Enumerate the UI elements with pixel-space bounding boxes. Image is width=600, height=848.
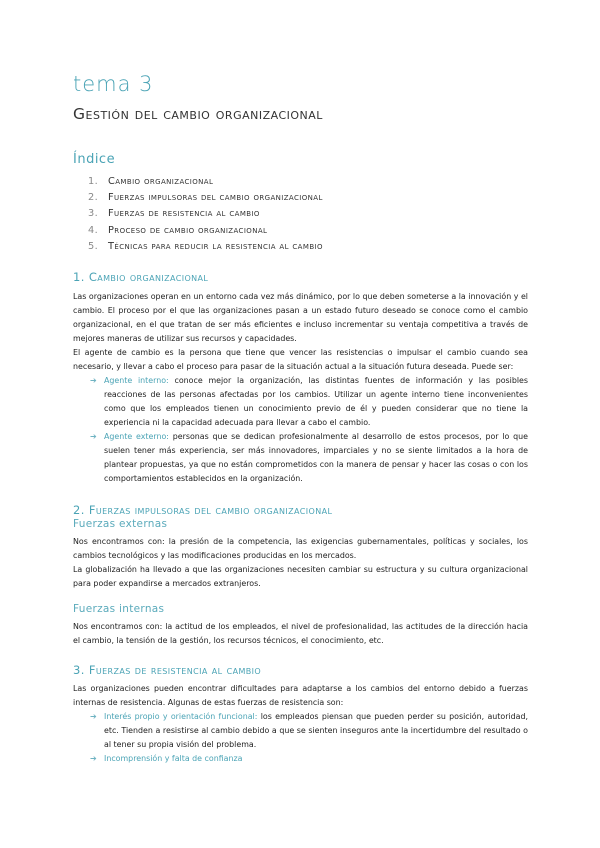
index-heading: Índice: [73, 152, 116, 167]
toc-item: 3. Fuerzas de resistencia al cambio: [88, 208, 260, 220]
arrow-icon: ➔: [90, 712, 97, 721]
list-item: ➔ Agente interno: conoce mejor la organización, las distintas fuentes de información y las posibles reacciones de las personas afectadas por los cambios. Utilizar un agente interno tiene inconvenientes como que los empleados tienen un conocimiento previo de él y pueden considerar que no tiene la experiencia ni la capacidad adecuada para llevar a cabo el cambio.: [90, 374, 528, 430]
toc-item: 2. Fuerzas impulsoras del cambio organizacional: [88, 192, 323, 204]
list-item: ➔ Incomprensión y falta de confianza: [90, 752, 528, 766]
paragraph: Nos encontramos con: la presión de la competencia, las exigencias gubernamentales, políticas y sociales, los cambios tecnológicos y las modificaciones producidas en los mercados.: [73, 537, 528, 560]
page-subtitle: Gestión del cambio organizacional: [73, 105, 323, 123]
arrow-icon: ➔: [90, 376, 97, 385]
section-heading: 2. Fuerzas impulsoras del cambio organizacional: [73, 503, 333, 517]
arrow-icon: ➔: [90, 432, 97, 441]
toc-item: 1. Cambio organizacional: [88, 176, 214, 187]
bullet-list: [90, 374, 528, 486]
toc-item: 5. Técnicas para reducir la resistencia al cambio: [88, 240, 323, 252]
bullet-list: [90, 710, 528, 766]
paragraph: Nos encontramos con: la actitud de los empleados, el nivel de profesionalidad, las actitudes de la dirección hacia el cambio, la tensión de la gestión, los recursos técnicos, el conocimiento, etc.: [73, 622, 528, 645]
subsection-heading: Fuerzas internas: [73, 603, 165, 615]
table-of-contents: [88, 174, 323, 255]
paragraph: La globalización ha llevado a que las organizaciones necesiten cambiar su estructura y su cultura organizacional para poder expandirse a mercados extranjeros.: [73, 565, 528, 588]
toc-item: 4. Proceso de cambio organizacional: [88, 224, 268, 236]
subsection-heading: Fuerzas externas: [73, 518, 168, 530]
paragraph: Las organizaciones pueden encontrar dificultades para adaptarse a los cambios del entorno debido a fuerzas internas de resistencia. Algunas de estas fuerzas de resistencia son:: [73, 684, 528, 707]
section-heading: 1. Cambio organizacional: [73, 270, 209, 284]
paragraph: Las organizaciones operan en un entorno cada vez más dinámico, por lo que deben someterse a la innovación y el cambio. El proceso por el que las organizaciones pasan a un estado futuro deseado se conoce como el cambio organizacional, en el que tratan de ser más eficientes e incluso incrementar su ventaja competitiva a través de mejores maneras de utilizar sus recursos y capacidades.: [73, 292, 528, 343]
page-title: tema 3: [73, 72, 154, 96]
list-item: ➔ Agente externo: personas que se dedican profesionalmente al desarrollo de estos procesos, por lo que suelen tener más experiencia, ser más innovadores, imparciales y no se siente limitados a la hora de plantear propuestas, ya que no están comprometidos con la manera de pensar y hacer las cosas o con los comportamientos establecidos en la organización.: [90, 430, 528, 486]
arrow-icon: ➔: [90, 754, 97, 763]
list-item: ➔ Interés propio y orientación funcional: los empleados piensan que pueden perder su posición, autoridad, etc. Tienden a resistirse al cambio debido a que se sienten inseguros ante la incertidumbre del resultado o al tener su propia visión del problema.: [90, 710, 528, 752]
paragraph: El agente de cambio es la persona que tiene que vencer las resistencias o impulsar el cambio cuando sea necesario, y llevar a cabo el proceso para pasar de la situación actual a la situación futura deseada. Puede ser:: [73, 348, 528, 371]
section-heading: 3. Fuerzas de resistencia al cambio: [73, 663, 262, 677]
